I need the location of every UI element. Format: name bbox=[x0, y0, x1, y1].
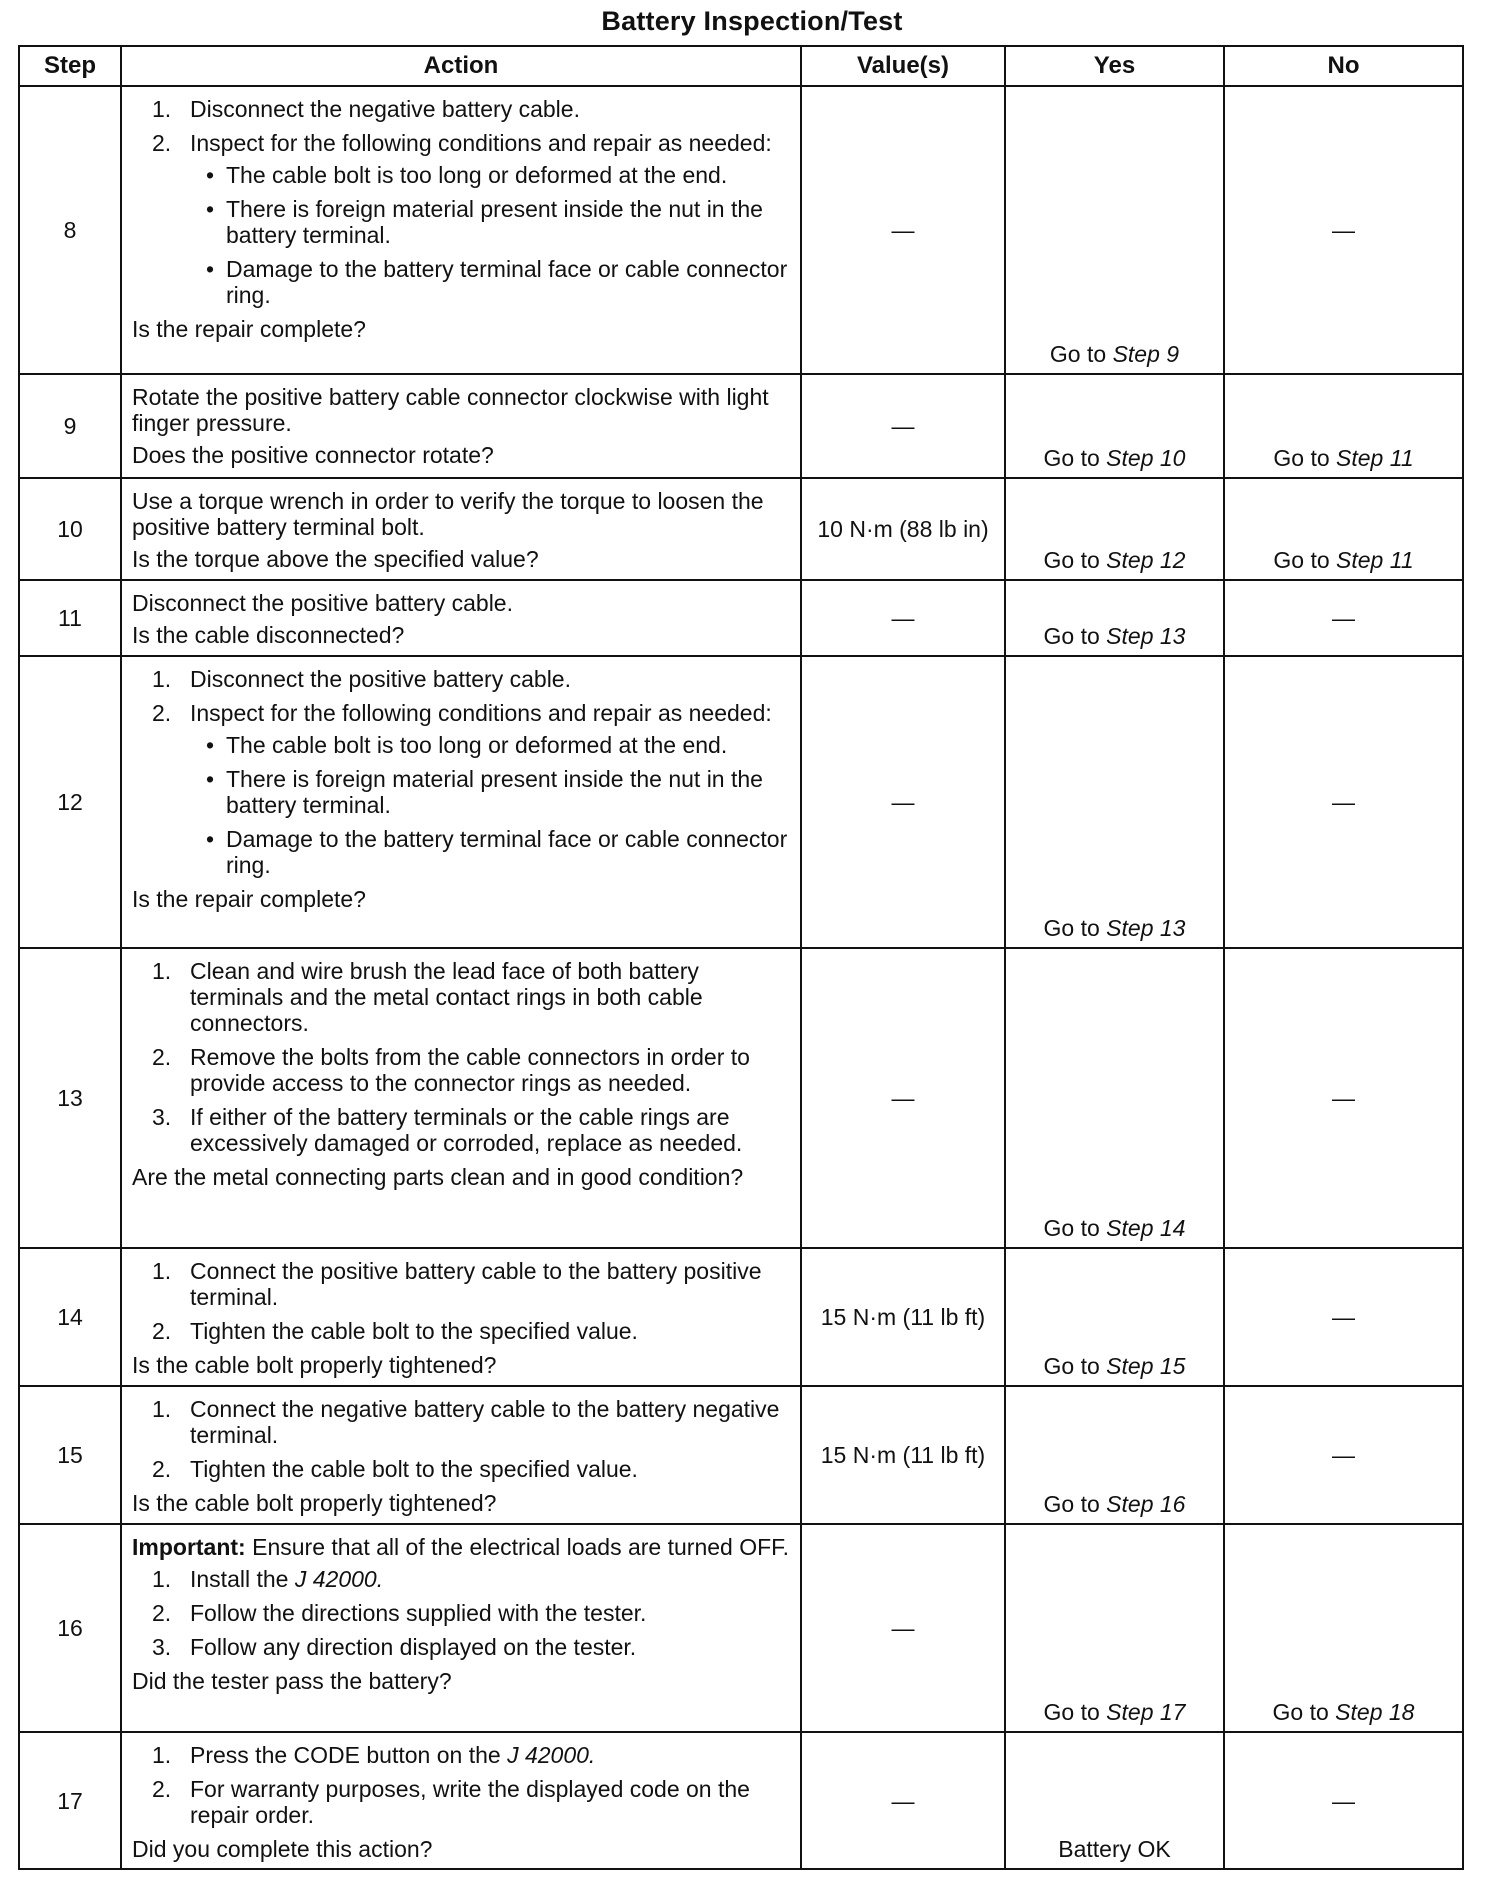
yes-cell: Go to Step 12 bbox=[1005, 478, 1224, 580]
no-cell: — bbox=[1224, 948, 1463, 1248]
value-cell: — bbox=[801, 580, 1005, 656]
yes-cell: Go to Step 10 bbox=[1005, 374, 1224, 478]
question: Did you complete this action? bbox=[132, 1836, 433, 1862]
bullet-icon: • bbox=[206, 826, 215, 852]
no-cell: Go to Step 18 bbox=[1224, 1524, 1463, 1732]
no-cell: — bbox=[1224, 580, 1463, 656]
bullet-item: • The cable bolt is too long or deformed at the end. bbox=[206, 162, 728, 188]
action-cell bbox=[121, 1732, 801, 1869]
list-item: 2. Inspect for the following conditions and repair as needed: • The cable bolt is too long or deformed at the end. • There is foreign material present inside the nut in the battery terminal. • Damage to the battery terminal face or cable connector ring. bbox=[132, 700, 790, 878]
yes-cell: Battery OK bbox=[1005, 1732, 1224, 1869]
question: Is the cable bolt properly tightened? bbox=[132, 1490, 497, 1516]
important-note: Important: Ensure that all of the electrical loads are turned OFF. bbox=[132, 1534, 790, 1560]
value-cell: 15 N·m (11 lb ft) bbox=[801, 1386, 1005, 1524]
list-item: 2. Inspect for the following conditions and repair as needed: • The cable bolt is too long or deformed at the end. • There is foreign material present inside the nut in the battery terminal. • Damage to the battery terminal face or cable connector ring. bbox=[132, 130, 790, 308]
table-row bbox=[19, 656, 1463, 948]
action-cell bbox=[121, 86, 801, 374]
bullet-icon: • bbox=[206, 256, 215, 282]
list-item: 1. Disconnect the negative battery cable. bbox=[152, 96, 580, 122]
bullet-item: • There is foreign material present inside the nut in the battery terminal. bbox=[206, 196, 763, 248]
step-number: 9 bbox=[19, 374, 121, 478]
value-cell: — bbox=[801, 1732, 1005, 1869]
value-cell: — bbox=[801, 656, 1005, 948]
action-cell bbox=[121, 478, 801, 580]
value-cell: — bbox=[801, 86, 1005, 374]
header-row bbox=[19, 46, 1463, 86]
question: Is the cable disconnected? bbox=[132, 622, 405, 648]
question: Is the repair complete? bbox=[132, 886, 366, 912]
no-cell: — bbox=[1224, 656, 1463, 948]
battery-test-table bbox=[18, 45, 1464, 1870]
action-cell bbox=[121, 580, 801, 656]
action-text: Disconnect the positive battery cable. bbox=[132, 590, 513, 616]
step-number: 17 bbox=[19, 1732, 121, 1869]
action-text: Rotate the positive battery cable connector clockwise with light finger pressure. bbox=[132, 384, 769, 436]
header-values: Value(s) bbox=[801, 46, 1005, 86]
list-item: 1. Disconnect the positive battery cable. bbox=[152, 666, 571, 692]
list-item: 1. Connect the negative battery cable to the battery negative terminal. bbox=[152, 1396, 780, 1448]
table-row bbox=[19, 1386, 1463, 1524]
header-action: Action bbox=[121, 46, 801, 86]
action-cell bbox=[121, 1524, 801, 1732]
header-step: Step bbox=[19, 46, 121, 86]
no-cell: Go to Step 11 bbox=[1224, 374, 1463, 478]
yes-cell: Go to Step 17 bbox=[1005, 1524, 1224, 1732]
step-number: 14 bbox=[19, 1248, 121, 1386]
header-yes: Yes bbox=[1005, 46, 1224, 86]
action-cell bbox=[121, 1386, 801, 1524]
no-cell: — bbox=[1224, 1386, 1463, 1524]
bullet-icon: • bbox=[206, 766, 215, 792]
list-item: 1. Clean and wire brush the lead face of both battery terminals and the metal contact rings in both cable connectors. bbox=[152, 958, 703, 1036]
value-cell: — bbox=[801, 1524, 1005, 1732]
question: Are the metal connecting parts clean and in good condition? bbox=[132, 1164, 744, 1190]
yes-cell: Go to Step 16 bbox=[1005, 1386, 1224, 1524]
question: Is the repair complete? bbox=[132, 316, 366, 342]
list-item: 1. Connect the positive battery cable to the battery positive terminal. bbox=[152, 1258, 762, 1310]
bullet-item: • Damage to the battery terminal face or cable connector ring. bbox=[206, 826, 788, 878]
list-item: 2. Tighten the cable bolt to the specified value. bbox=[152, 1318, 638, 1344]
question: Is the torque above the specified value? bbox=[132, 546, 539, 572]
no-cell: — bbox=[1224, 86, 1463, 374]
step-number: 15 bbox=[19, 1386, 121, 1524]
list-item: 3. Follow any direction displayed on the tester. bbox=[152, 1634, 637, 1660]
header-no: No bbox=[1224, 46, 1463, 86]
table-row bbox=[19, 478, 1463, 580]
bullet-item: • Damage to the battery terminal face or cable connector ring. bbox=[206, 256, 788, 308]
action-cell bbox=[121, 656, 801, 948]
question: Does the positive connector rotate? bbox=[132, 442, 494, 468]
bullet-icon: • bbox=[206, 196, 215, 222]
table-row bbox=[19, 86, 1463, 374]
list-item: 2. Tighten the cable bolt to the specified value. bbox=[152, 1456, 638, 1482]
step-number: 13 bbox=[19, 948, 121, 1248]
action-cell bbox=[121, 374, 801, 478]
value-cell: 10 N·m (88 lb in) bbox=[801, 478, 1005, 580]
table-row bbox=[19, 374, 1463, 478]
step-number: 11 bbox=[19, 580, 121, 656]
list-item: 3. If either of the battery terminals or the cable rings are excessively damaged or corroded, replace as needed. bbox=[152, 1104, 743, 1156]
bullet-item: • There is foreign material present inside the nut in the battery terminal. bbox=[206, 766, 763, 818]
step-number: 10 bbox=[19, 478, 121, 580]
no-cell: Go to Step 11 bbox=[1224, 478, 1463, 580]
table-row bbox=[19, 1732, 1463, 1869]
list-item: 2. For warranty purposes, write the displayed code on the repair order. bbox=[152, 1776, 750, 1828]
action-text: Use a torque wrench in order to verify the torque to loosen the positive battery terminal bolt. bbox=[132, 488, 764, 540]
value-cell: — bbox=[801, 948, 1005, 1248]
table-row bbox=[19, 1248, 1463, 1386]
list-item: 1. Press the CODE button on the J 42000. bbox=[152, 1742, 596, 1768]
value-cell: 15 N·m (11 lb ft) bbox=[801, 1248, 1005, 1386]
table-row bbox=[19, 948, 1463, 1248]
yes-cell: Go to Step 13 bbox=[1005, 580, 1224, 656]
yes-cell: Go to Step 9 bbox=[1005, 86, 1224, 374]
list-item: 1. Install the J 42000. bbox=[152, 1566, 384, 1592]
yes-cell: Go to Step 15 bbox=[1005, 1248, 1224, 1386]
action-cell bbox=[121, 1248, 801, 1386]
yes-cell: Go to Step 13 bbox=[1005, 656, 1224, 948]
bullet-icon: • bbox=[206, 162, 215, 188]
step-number: 16 bbox=[19, 1524, 121, 1732]
list-item: 2. Remove the bolts from the cable connectors in order to provide access to the connector rings as needed. bbox=[152, 1044, 750, 1096]
table-row bbox=[19, 1524, 1463, 1732]
bullet-icon: • bbox=[206, 732, 215, 758]
no-cell: — bbox=[1224, 1732, 1463, 1869]
page-title: Battery Inspection/Test bbox=[601, 6, 903, 36]
yes-cell: Go to Step 14 bbox=[1005, 948, 1224, 1248]
question: Did the tester pass the battery? bbox=[132, 1668, 452, 1694]
action-cell bbox=[121, 948, 801, 1248]
list-item: 2. Follow the directions supplied with the tester. bbox=[152, 1600, 647, 1626]
bullet-item: • The cable bolt is too long or deformed at the end. bbox=[206, 732, 728, 758]
value-cell: — bbox=[801, 374, 1005, 478]
step-number: 12 bbox=[19, 656, 121, 948]
question: Is the cable bolt properly tightened? bbox=[132, 1352, 497, 1378]
no-cell: — bbox=[1224, 1248, 1463, 1386]
step-number: 8 bbox=[19, 86, 121, 374]
table-row bbox=[19, 580, 1463, 656]
